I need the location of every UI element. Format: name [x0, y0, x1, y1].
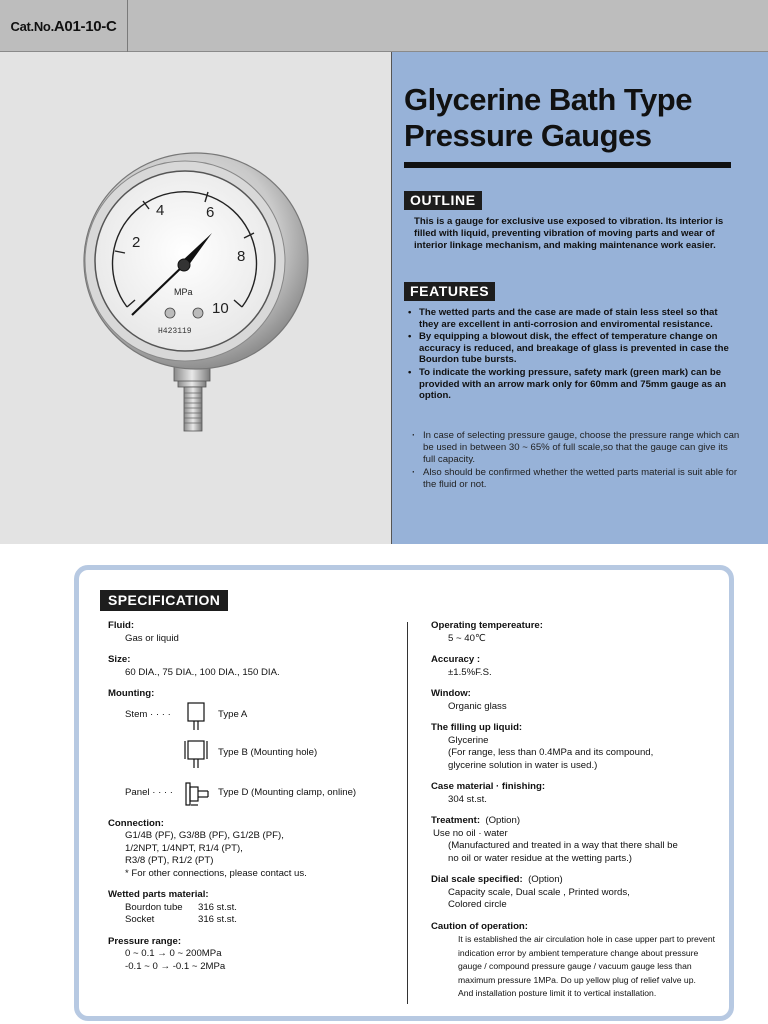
connection-label: Connection:: [108, 817, 164, 829]
stem-label: Stem · · · ·: [125, 708, 171, 720]
spec-left-column: [108, 620, 398, 982]
outline-heading: OUTLINE: [404, 191, 482, 210]
catalog-code: A01-10-C: [53, 17, 117, 35]
fluid-label: Fluid:: [108, 620, 135, 631]
hero-section: [0, 52, 768, 544]
mount-type-b: [108, 739, 398, 769]
feature-item: • The wetted parts and the case are made of stain less steel so that they are excellent in anti-corrosion and enviromental resistance.: [406, 307, 736, 330]
connection-line: G1/4B (PF), G3/8B (PF), G1/2B (PF),: [125, 830, 284, 841]
operating-temp-spec: [431, 620, 721, 645]
treatment-line: Use no oil · water: [433, 827, 508, 839]
gauge-icon: [72, 147, 312, 447]
pressure-range-line: -0.1 ~ 0 → -0.1 ~ 2MPa: [125, 960, 226, 972]
product-photo-panel: [0, 52, 392, 544]
wetted-material: 316 st.st.: [198, 901, 237, 913]
filling-line: glycerine solution in water is used.): [448, 759, 598, 771]
wetted-row: [108, 914, 398, 927]
caution-line: And installation posture limit it to vertical installation.: [458, 988, 657, 998]
caution-line: maximum pressure 1MPa. Do up yellow plug of relief valve up.: [458, 974, 696, 985]
catalog-prefix: Cat.No.: [10, 18, 54, 34]
caution-line: It is established the air circulation hole in case upper part to prevent: [458, 934, 716, 944]
feature-item: • By equipping a blowout disk, the effect of temperature change on accuracy is reduced, and breakage of glass is prevented in case the Bourdon tube bursts.: [406, 331, 736, 366]
wetted-material: 316 st.st.: [198, 914, 237, 925]
caution-line: indication error by ambient temperature change about pressure: [458, 947, 699, 958]
connection-spec: [108, 818, 398, 881]
page-title: [404, 82, 744, 154]
pressure-range-spec: [108, 936, 398, 974]
filling-line: Glycerine: [448, 734, 489, 746]
wetted-row: [108, 902, 398, 915]
fluid-spec: [108, 620, 398, 645]
dial-scale-line: Capacity scale, Dual scale , Printed words,: [448, 886, 630, 898]
pressure-range-line: 0 ~ 0.1 → 0 ~ 200MPa: [125, 948, 222, 959]
wetted-part: Socket: [125, 914, 155, 925]
filling-liquid-spec: [431, 722, 721, 772]
spec-right-column: [431, 620, 721, 1010]
scale-label-4: 4: [156, 202, 165, 219]
treatment-line: no oil or water residue at the wetting parts.): [448, 852, 632, 864]
window-label: Window:: [431, 688, 471, 699]
dial-scale-line: Colored circle: [448, 899, 507, 910]
window-value: Organic glass: [448, 700, 507, 712]
top-bar: [0, 0, 768, 52]
features-list: [406, 307, 736, 403]
title-underline: [404, 162, 731, 168]
pressure-range-label: Pressure range:: [108, 935, 182, 947]
size-label: Size:: [108, 654, 131, 665]
scale-label-6: 6: [206, 204, 215, 221]
panel-label: Panel · · · ·: [125, 786, 173, 798]
operating-temp-value: 5 ~ 40℃: [448, 632, 486, 644]
treatment-spec: [431, 815, 721, 865]
treatment-line: (Manufactured and treated in a way that there shall be: [448, 840, 678, 851]
wetted-parts-spec: [108, 889, 398, 927]
pressure-gauge-illustration: [72, 147, 312, 447]
note-item: · Also should be confirmed whether the wetted parts material is suit able for the fluid or not.: [410, 467, 740, 491]
size-spec: [108, 654, 398, 679]
case-material-value: 304 st.st.: [448, 793, 487, 805]
feature-item: • To indicate the working pressure, safety mark (green mark) can be provided with an arrow mark only for 60mm and 75mm gauge as an option.: [406, 367, 736, 402]
dial-scale-option: (Option): [528, 874, 563, 885]
wetted-part: Bourdon tube: [125, 901, 183, 913]
outline-text: This is a gauge for exclusive use exposed to vibration. Its interior is filled with liquid, preventing vibration of moving parts and wear of interior linkage mechanism, and making maintenance work easier.: [414, 216, 724, 251]
operating-temp-label: Operating tempereature:: [431, 620, 543, 631]
wetted-label: Wetted parts material:: [108, 889, 209, 900]
caution-label: Caution of operation:: [431, 920, 528, 932]
description-panel: [392, 52, 768, 544]
caution-spec: [431, 921, 721, 1001]
connection-line: 1/2NPT, 1/4NPT, R1/4 (PT),: [125, 842, 243, 854]
window-spec: [431, 688, 721, 713]
dial-scale-spec: [431, 874, 721, 912]
filling-line: (For range, less than 0.4MPa and its compound,: [448, 747, 654, 758]
scale-label-10: 10: [212, 300, 229, 317]
title-line-1: Glycerine Bath Type: [404, 82, 692, 117]
size-value: 60 DIA., 75 DIA., 100 DIA., 150 DIA.: [125, 666, 280, 678]
mounting-spec: [108, 688, 398, 809]
note-item: · In case of selecting pressure gauge, choose the pressure range which can be used in between 30 ~ 65% of full scale,so that the gauge can give its full capacity.: [410, 430, 740, 466]
type-b-label: Type B (Mounting hole): [218, 746, 318, 758]
mount-type-a: [108, 701, 398, 731]
accuracy-label: Accuracy :: [431, 654, 481, 665]
connection-note: * For other connections, please contact us.: [125, 867, 307, 879]
mounting-label: Mounting:: [108, 688, 155, 699]
case-material-spec: [431, 781, 721, 806]
specification-card: [74, 565, 734, 1021]
filling-label: The filling up liquid:: [431, 722, 523, 733]
accuracy-value: ±1.5%F.S.: [448, 666, 492, 678]
unit-label: MPa: [174, 287, 193, 297]
accuracy-spec: [431, 654, 721, 679]
serial-label: H423119: [158, 327, 192, 336]
notes-list: [410, 430, 740, 492]
dial-scale-heading: [431, 874, 563, 885]
case-material-label: Case material · finishing:: [431, 781, 546, 792]
mount-type-b-icon: [182, 739, 212, 769]
fluid-value: Gas or liquid: [125, 632, 179, 644]
scale-label-8: 8: [237, 248, 246, 265]
type-a-label: Type A: [218, 708, 248, 720]
mount-type-a-icon: [182, 701, 212, 731]
features-heading: FEATURES: [404, 282, 495, 301]
specification-heading: SPECIFICATION: [100, 590, 228, 611]
treatment-label: Treatment:: [431, 815, 481, 826]
scale-label-2: 2: [132, 234, 141, 251]
catalog-number: [0, 0, 128, 52]
type-d-label: Type D (Mounting clamp, online): [218, 786, 357, 798]
treatment-heading: [431, 815, 520, 826]
mount-type-d: [108, 779, 398, 809]
connection-line: R3/8 (PT), R1/2 (PT): [125, 855, 214, 866]
treatment-option: (Option): [485, 815, 521, 826]
dial-scale-label: Dial scale specified:: [431, 874, 523, 885]
caution-line: gauge / compound pressure gauge / vacuum gauge less than: [458, 961, 692, 971]
mount-type-d-icon: [182, 779, 212, 809]
column-divider: [407, 622, 408, 1004]
title-line-2: Pressure Gauges: [404, 118, 652, 153]
